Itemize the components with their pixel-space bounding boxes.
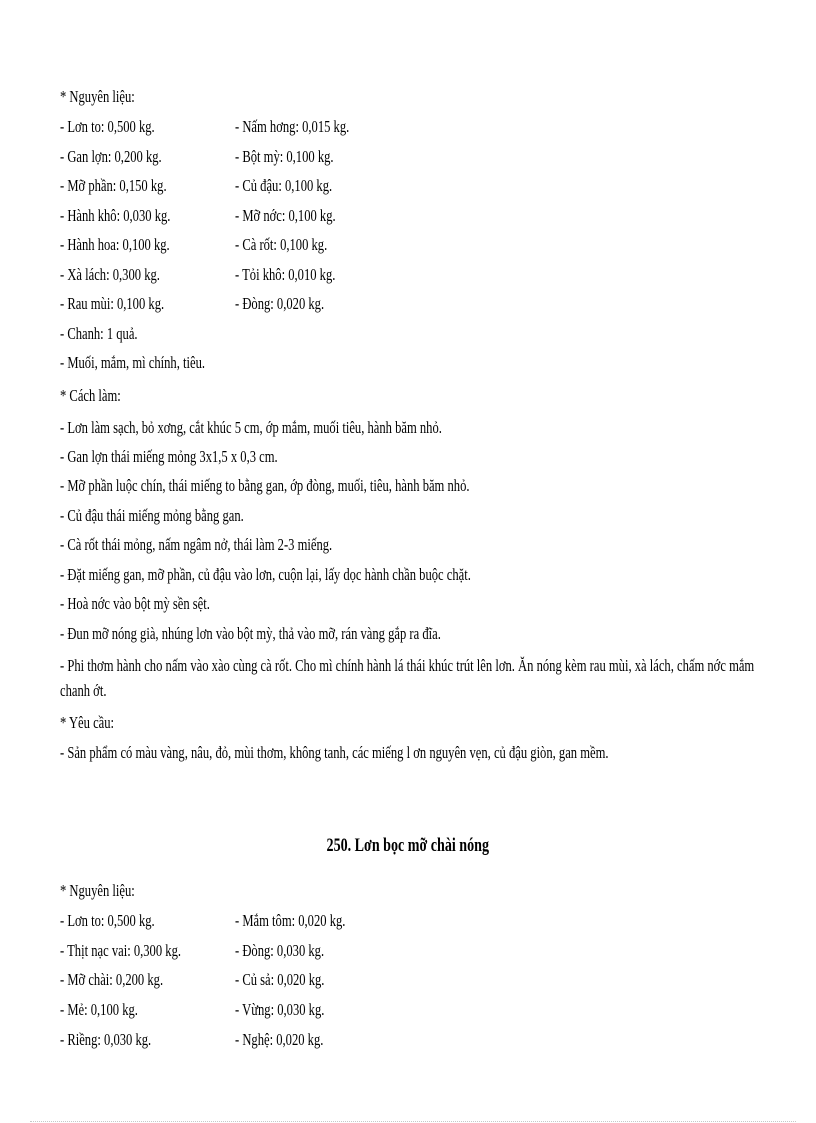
ingredient-right-1: - Nấm hơng: 0,015 kg. bbox=[235, 117, 350, 136]
requirements-text: - Sản phẩm có màu vàng, nâu, đỏ, mùi thơm, không tanh, các miếng l ơn nguyên vẹn, củ đậu giòn, gan mềm. bbox=[60, 743, 609, 762]
ingredient2-left-5: - Riềng: 0,030 kg. bbox=[60, 1030, 152, 1049]
ingredient-left-8: - Chanh: 1 quả. bbox=[60, 324, 138, 343]
ingredient-right-5: - Cà rốt: 0,100 kg. bbox=[235, 235, 328, 254]
page-bottom-divider bbox=[30, 1121, 796, 1122]
ingredient2-right-4: - Vừng: 0,030 kg. bbox=[235, 1000, 325, 1019]
recipe-title-text: 250. Lơn bọc mỡ chài nóng bbox=[326, 835, 490, 856]
ingredient2-left-4: - Mẻ: 0,100 kg. bbox=[60, 1000, 138, 1019]
method-step-3: - Mỡ phần luộc chín, thái miếng to bằng gan, ớp đòng, muối, tiêu, hành băm nhỏ. bbox=[60, 476, 470, 495]
ingredient-left-4: - Hành khô: 0,030 kg. bbox=[60, 206, 171, 225]
ingredients-heading-2: * Nguyên liệu: bbox=[60, 881, 135, 900]
ingredient2-left-3: - Mỡ chài: 0,200 kg. bbox=[60, 970, 164, 989]
recipe-title bbox=[0, 835, 816, 857]
requirements-heading: * Yêu cầu: bbox=[60, 713, 115, 732]
method-step-4: - Củ đậu thái miếng mỏng bằng gan. bbox=[60, 506, 244, 525]
ingredient-right-3: - Củ đậu: 0,100 kg. bbox=[235, 176, 333, 195]
method-step-1: - Lơn làm sạch, bỏ xơng, cắt khúc 5 cm, ớp mắm, muối tiêu, hành băm nhỏ. bbox=[60, 418, 442, 437]
method-step-5: - Cà rốt thái mỏng, nấm ngâm nở, thái làm 2-3 miếng. bbox=[60, 535, 333, 554]
ingredient-left-2: - Gan lợn: 0,200 kg. bbox=[60, 147, 162, 166]
ingredient2-right-3: - Củ sả: 0,020 kg. bbox=[235, 970, 325, 989]
ingredient-right-7: - Đòng: 0,020 kg. bbox=[235, 294, 325, 313]
method-heading: * Cách làm: bbox=[60, 386, 121, 405]
ingredient-left-6: - Xà lách: 0,300 kg. bbox=[60, 265, 160, 284]
ingredients-heading: * Nguyên liệu: bbox=[60, 87, 135, 106]
ingredient-left-3: - Mỡ phần: 0,150 kg. bbox=[60, 176, 167, 195]
method-step-9: - Phi thơm hành cho nấm vào xào cùng cà rốt. Cho mì chính hành lá thái khúc trút lên lơn. Ăn nóng kèm rau mùi, xà lách, chấm nớc mắm chanh ớt. bbox=[60, 656, 755, 700]
method-step-2: - Gan lợn thái miếng mỏng 3x1,5 x 0,3 cm. bbox=[60, 447, 278, 466]
ingredient2-left-2: - Thịt nạc vai: 0,300 kg. bbox=[60, 941, 182, 960]
method-step-6: - Đặt miếng gan, mỡ phần, củ đậu vào lơn, cuộn lại, lấy dọc hành chần buộc chặt. bbox=[60, 565, 471, 584]
ingredient-right-2: - Bột mỳ: 0,100 kg. bbox=[235, 147, 334, 166]
ingredient2-left-1: - Lơn to: 0,500 kg. bbox=[60, 911, 155, 930]
method-step-7: - Hoà nớc vào bột mỳ sền sệt. bbox=[60, 594, 210, 613]
ingredient-left-7: - Rau mùi: 0,100 kg. bbox=[60, 294, 165, 313]
ingredient-right-4: - Mỡ nớc: 0,100 kg. bbox=[235, 206, 336, 225]
ingredient-left-5: - Hành hoa: 0,100 kg. bbox=[60, 235, 170, 254]
ingredient2-right-1: - Mắm tôm: 0,020 kg. bbox=[235, 911, 346, 930]
ingredient2-right-5: - Nghệ: 0,020 kg. bbox=[235, 1030, 324, 1049]
method-step-8: - Đun mỡ nóng già, nhúng lơn vào bột mỳ, thả vào mỡ, rán vàng gắp ra đĩa. bbox=[60, 624, 441, 643]
ingredient2-right-2: - Đòng: 0,030 kg. bbox=[235, 941, 325, 960]
ingredient-left-9: - Muối, mắm, mì chính, tiêu. bbox=[60, 353, 206, 372]
ingredient-right-6: - Tỏi khô: 0,010 kg. bbox=[235, 265, 336, 284]
ingredient-left-1: - Lơn to: 0,500 kg. bbox=[60, 117, 155, 136]
